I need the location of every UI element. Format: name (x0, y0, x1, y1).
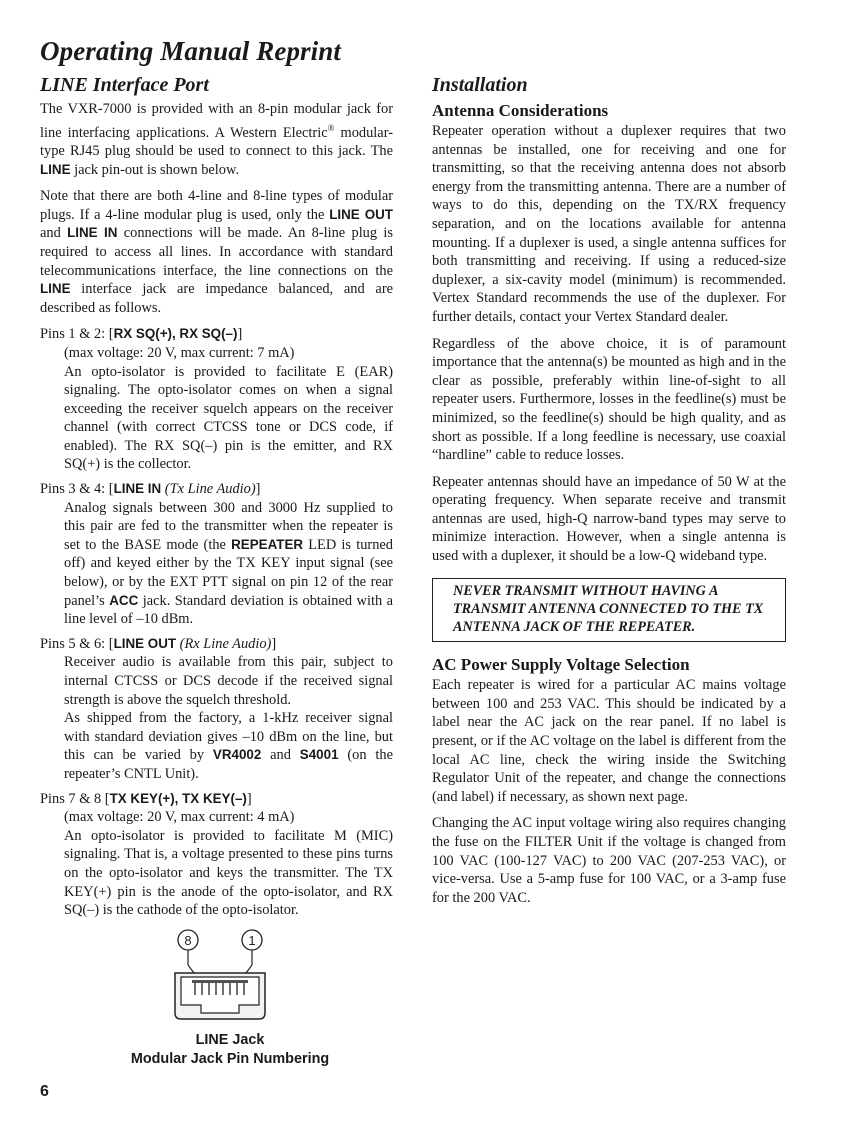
pins-7-8-signal: TX KEY(+), TX KEY(–) (109, 790, 247, 806)
pins-5-6-body: Receiver audio is available from this pair, subject to internal CTCSS or DCS decode if the received signal strength is above the squelch threshold. (64, 654, 393, 708)
pins-3-4-text-b: LED is turned off) and keyed either by the TX KEY input signal (see below), or by the EXT PTT signal on pin 12 of the rear panel’s (64, 536, 393, 609)
pins-5-6-signal-desc: (Rx Line Audio) (176, 635, 272, 652)
line-jack-figure (90, 925, 370, 1068)
bracket-open: [ (108, 635, 114, 652)
pins-3-4-description (64, 499, 393, 629)
intro-paragraph (40, 100, 393, 179)
antenna-paragraph-3: Repeater antennas should have an impedance of 50 W at the operating frequency. When separate receive and transmit antennas are used, high-Q narrow-band types may serve to minimize interaction. However, when a single antenna is used with a duplexer, it should be a low-Q wideband type. (432, 473, 786, 565)
keyword-repeater: REPEATER (231, 536, 304, 552)
registered-mark: ® (327, 122, 335, 133)
bracket-close: ] (246, 790, 252, 807)
bracket-close: ] (271, 635, 277, 652)
right-column (432, 73, 786, 915)
contact-bar (192, 980, 248, 983)
pins-3-4-label: Pins 3 & 4: (40, 481, 109, 498)
caption-line-jack: LINE Jack (195, 1032, 265, 1048)
pins-3-4-text-c: jack. Standard deviation is obtained with a line level of –10 dBm. (64, 592, 394, 628)
warning-text: NEVER TRANSMIT WITHOUT HAVING A TRANSMIT ANTENNA CONNECTED TO THE TX ANTENNA JACK OF THE REPEATER. (453, 582, 764, 636)
intro-keyword-line: LINE (40, 161, 71, 177)
bracket-open: [ (104, 790, 110, 807)
ac-power-paragraph-2: Changing the AC input voltage wiring also requires changing the fuse on the FILTER Unit if the voltage is changed from 100 VAC (100-127 VAC) to 200 VAC (207-253 VAC), or vice-versa. Use a 5-amp fuse for 100 VAC, or a 3-amp fuse for the 200 VAC. (432, 815, 786, 906)
intro-text-a: The VXR-7000 is provided with an 8-pin modular jack for line interfacing applications. A Western Electric (40, 101, 393, 141)
bracket-open: [ (108, 481, 114, 498)
keyword-line-in: LINE IN (67, 225, 118, 241)
intro-text-b: modular-type RJ45 plug should be used to connect to this jack. The (40, 124, 393, 159)
pins-5-6-signal: LINE OUT (113, 635, 177, 651)
bracket-close: ] (255, 481, 261, 498)
page-title: Operating Manual Reprint (40, 36, 341, 66)
pins-1-2-heading (40, 325, 393, 344)
installation-heading: Installation (432, 74, 528, 96)
figure-caption (90, 1031, 370, 1068)
pins-1-2-signal: RX SQ(+), RX SQ(–) (113, 326, 238, 342)
pins-3-4-signal-desc: (Tx Line Audio) (161, 481, 256, 498)
keyword-acc: ACC (109, 592, 139, 608)
keyword-s4001: S4001 (299, 747, 339, 763)
intro-text-c: jack pin-out is shown below. (70, 161, 240, 178)
pins-5-6-description (64, 653, 393, 783)
pins-1-2-body: An opto-isolator is provided to facilitate E (EAR) signaling. The opto-isolator comes on when a signal exceeding the receiver squelch appears on the receiver channel (with correct CTCSS tone or DCS code, if enabled). The RX SQ(–) pin is the emitter, and RX SQ(+) is the collector. (64, 363, 393, 473)
bracket-open: [ (108, 326, 114, 343)
pins-5-6-label: Pins 5 & 6: (40, 635, 109, 652)
antenna-paragraph-2: Regardless of the above choice, it is of paramount importance that the antenna(s) be mounted as high and in the clear as possible, preferably within line-of-sight to all repeater users. Furthermore, losses in the feedline(s) must be minimized, so the feedline(s) should be high quality, and as short as possible. If a long feedline is necessary, use coaxial “hardline” cable to reduce losses. (432, 335, 786, 464)
plug-types-paragraph (40, 187, 393, 317)
pins-1-2-label: Pins 1 & 2: (40, 326, 109, 343)
keyword-vr4002: VR4002 (212, 747, 262, 763)
pins-1-2-ratings: (max voltage: 20 V, max current: 7 mA) (64, 344, 295, 361)
pins-7-8-heading (40, 790, 393, 809)
page-number: 6 (40, 1083, 49, 1100)
keyword-line-out: LINE OUT (329, 206, 393, 222)
modular-jack-diagram (165, 925, 295, 1025)
pins-7-8-description (64, 808, 393, 920)
pins-5-6-text-b: and (261, 747, 300, 764)
pin-8-number: 8 (184, 933, 192, 948)
left-column (40, 73, 393, 926)
pins-5-6-body-2 (64, 709, 393, 783)
pins-5-6-text-a: As shipped from the factory, a 1-kHz receiver signal with standard deviation gives –10 dBm on the line, but this can be varied by (64, 710, 393, 764)
pins-3-4-text-a: Analog signals between 300 and 3000 Hz supplied to this pair are fed to the transmitter when the repeater is set to the BASE mode (the (64, 499, 393, 553)
antenna-paragraph-1: Repeater operation without a duplexer requires that two antennas be installed, one for receiving and one for transmitting, so that the receiving antenna does not absorb energy from the transmitting antenna. There are a number of ways to do this, depending on the TX/RX frequency separation, and on the locations available for antenna mounting. If a duplexer is used, a single antenna suffices for both transmitting and receiving. If using a reduced-size duplexer, a six-cavity model (minimum) is recommended. Vertex Standard recommends the use of the duplexer. For further details, contact your Vertex Standard dealer. (432, 123, 786, 325)
plug-text-b: and (40, 225, 68, 242)
pins-5-6-heading (40, 635, 393, 654)
antenna-considerations-heading: Antenna Considerations (432, 101, 609, 120)
pins-5-6-text-c: (on the repeater’s CNTL Unit). (64, 747, 393, 782)
warning-box (432, 578, 786, 643)
bracket-close: ] (237, 326, 243, 343)
plug-text-d: interface jack are impedance balanced, and are described as follows. (40, 281, 393, 316)
caption-pin-numbering: Modular Jack Pin Numbering (130, 1050, 330, 1067)
pins-1-2-description (64, 344, 393, 474)
ac-power-heading: AC Power Supply Voltage Selection (432, 655, 690, 675)
pins-7-8-label: Pins 7 & 8 (40, 790, 105, 807)
plug-text-a: Note that there are both 4-line and 8-line types of modular plugs. If a 4-line modular plug is used, only the (40, 188, 393, 223)
pin-1-number: 1 (248, 933, 256, 948)
pins-7-8-ratings: (max voltage: 20 V, max current: 4 mA) (64, 809, 295, 826)
ac-power-paragraph-1: Each repeater is wired for a particular AC mains voltage between 100 and 253 VAC. This should be indicated by a label near the AC jack on the rear panel. If no label is present, or if the AC voltage on the label is different from the local AC line, check the wiring inside the Switching Regulator Unit of the repeater, and change the connections (and label) if necessary, as shown next page. (432, 677, 786, 805)
line-interface-heading: LINE Interface Port (40, 74, 209, 96)
plug-text-c: connections will be made. An 8-line plug is required to access all lines. In accordance with standard telecommunications interface, the line connections on the (40, 225, 393, 279)
keyword-line: LINE (40, 281, 71, 297)
pins-7-8-body: An opto-isolator is provided to facilitate M (MIC) signaling. That is, a voltage presented to these pins turns on the opto-isolator and keys the transmitter. The TX KEY(+) pin is the anode of the opto-isolator, and RX SQ(–) is the cathode of the opto-isolator. (64, 827, 393, 919)
pins-3-4-signal: LINE IN (113, 481, 162, 497)
pins-3-4-body (64, 499, 393, 629)
pins-3-4-heading (40, 480, 393, 499)
